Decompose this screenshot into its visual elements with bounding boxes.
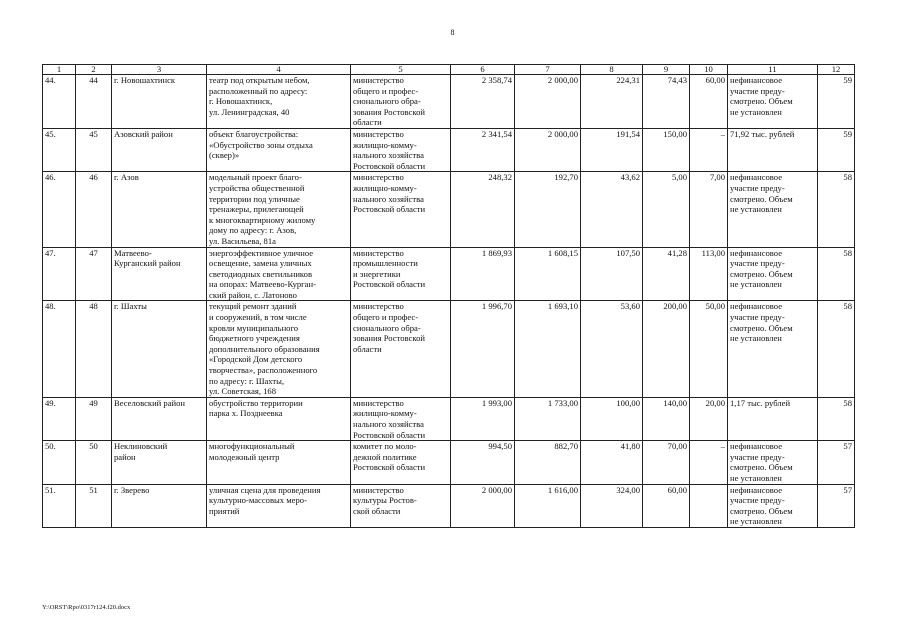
table-row (43, 75, 855, 129)
participation-note-cell: нефинансовое участие преду- смотрено. Объем не установлен (728, 484, 818, 527)
other-funds-cell: – (690, 128, 728, 171)
score-cell: 59 (818, 75, 855, 129)
total-amount-cell: 994,50 (451, 441, 515, 484)
other-funds-cell: 7,00 (690, 172, 728, 247)
other-funds-cell: – (690, 441, 728, 484)
local-budget-cell: 43,62 (581, 172, 643, 247)
other-funds-cell (690, 484, 728, 527)
table-row (43, 397, 855, 440)
object-description-cell: модельный проект благо- устройства общественной территории под уличные тренажеры, прилегающей к многоквартирному жилому дому по адресу: г. Азов, ул. Васильева, 81а (207, 172, 351, 247)
table-row (43, 128, 855, 171)
municipality-cell: Матвеево- Курганский район (112, 247, 207, 301)
responsible-agency-cell: министерство жилищно-комму- нального хозяйства Ростовской области (351, 172, 451, 247)
page-number: 8 (450, 28, 455, 37)
row-number-cell: 50. (43, 441, 76, 484)
responsible-agency-cell: министерство общего и профес- сионального обра- зования Ростовской области (351, 301, 451, 397)
total-amount-cell: 2 341,54 (451, 128, 515, 171)
object-description-cell: обустройство территории парка х. Позднеевка (207, 397, 351, 440)
object-description-cell: энергоэффективное уличное освещение, замена уличных светодиодных светильников на опорах: Матвеево-Курган- ский район, с. Латоново (207, 247, 351, 301)
column-header: 4 (207, 65, 351, 75)
other-funds-cell: 113,00 (690, 247, 728, 301)
column-header: 8 (581, 65, 643, 75)
responsible-agency-cell: министерство жилищно-комму- нального хозяйства Ростовской области (351, 397, 451, 440)
participation-note-cell: нефинансовое участие преду- смотрено. Объем не установлен (728, 247, 818, 301)
entry-number-cell: 51 (76, 484, 112, 527)
municipality-cell: Веселовский район (112, 397, 207, 440)
column-header: 5 (351, 65, 451, 75)
regional-budget-cell: 1 693,10 (515, 301, 581, 397)
participation-note-cell: нефинансовое участие преду- смотрено. Объем не установлен (728, 75, 818, 129)
row-number-cell: 48. (43, 301, 76, 397)
total-amount-cell: 1 869,93 (451, 247, 515, 301)
score-cell: 57 (818, 484, 855, 527)
total-amount-cell: 1 993,00 (451, 397, 515, 440)
municipality-cell: г. Зверево (112, 484, 207, 527)
table-row (43, 441, 855, 484)
responsible-agency-cell: комитет по моло- дежной политике Ростовской области (351, 441, 451, 484)
row-number-cell: 47. (43, 247, 76, 301)
regional-budget-cell: 1 616,00 (515, 484, 581, 527)
entry-number-cell: 47 (76, 247, 112, 301)
extra-budget-cell: 150,00 (643, 128, 690, 171)
regional-budget-cell: 1 608,15 (515, 247, 581, 301)
table-row (43, 301, 855, 397)
participation-note-cell: 71,92 тыс. рублей (728, 128, 818, 171)
participation-note-cell: 1,17 тыс. рублей (728, 397, 818, 440)
column-header: 3 (112, 65, 207, 75)
table-row (43, 247, 855, 301)
score-cell: 57 (818, 441, 855, 484)
municipality-cell: г. Новошахтинск (112, 75, 207, 129)
extra-budget-cell: 74,43 (643, 75, 690, 129)
total-amount-cell: 1 996,70 (451, 301, 515, 397)
municipality-cell: г. Азов (112, 172, 207, 247)
other-funds-cell: 20,00 (690, 397, 728, 440)
local-budget-cell: 191,54 (581, 128, 643, 171)
extra-budget-cell: 41,28 (643, 247, 690, 301)
column-header: 2 (76, 65, 112, 75)
total-amount-cell: 2 358,74 (451, 75, 515, 129)
regional-budget-cell: 1 733,00 (515, 397, 581, 440)
participation-note-cell: нефинансовое участие преду- смотрено. Объем не установлен (728, 441, 818, 484)
column-header: 11 (728, 65, 818, 75)
regional-budget-cell: 2 000,00 (515, 75, 581, 129)
regional-budget-cell: 882,70 (515, 441, 581, 484)
local-budget-cell: 100,00 (581, 397, 643, 440)
object-description-cell: текущий ремонт зданий и сооружений, в том числе кровли муниципального бюджетного учреждения дополнительного образования «Городской Дом детского творчества», расположенного по адресу: г. Шахты, ул. Советская, 168 (207, 301, 351, 397)
object-description-cell: театр под открытым небом, расположенный по адресу: г. Новошахтинск, ул. Ленинградская, 40 (207, 75, 351, 129)
score-cell: 58 (818, 172, 855, 247)
column-header: 7 (515, 65, 581, 75)
regional-budget-cell: 192,70 (515, 172, 581, 247)
municipality-cell: г. Шахты (112, 301, 207, 397)
column-header: 12 (818, 65, 855, 75)
local-budget-cell: 107,50 (581, 247, 643, 301)
entry-number-cell: 49 (76, 397, 112, 440)
entry-number-cell: 46 (76, 172, 112, 247)
score-cell: 58 (818, 247, 855, 301)
local-budget-cell: 53,60 (581, 301, 643, 397)
score-cell: 58 (818, 301, 855, 397)
column-number-row (43, 65, 855, 75)
score-cell: 58 (818, 397, 855, 440)
entry-number-cell: 45 (76, 128, 112, 171)
row-number-cell: 44. (43, 75, 76, 129)
table-row (43, 172, 855, 247)
local-budget-cell: 224,31 (581, 75, 643, 129)
other-funds-cell: 50,00 (690, 301, 728, 397)
row-number-cell: 46. (43, 172, 76, 247)
municipality-cell: Азовский район (112, 128, 207, 171)
responsible-agency-cell: министерство промышленности и энергетики Ростовской области (351, 247, 451, 301)
regional-budget-cell: 2 000,00 (515, 128, 581, 171)
column-header: 9 (643, 65, 690, 75)
entry-number-cell: 50 (76, 441, 112, 484)
total-amount-cell: 2 000,00 (451, 484, 515, 527)
responsible-agency-cell: министерство культуры Ростов- ской области (351, 484, 451, 527)
entry-number-cell: 44 (76, 75, 112, 129)
other-funds-cell: 60,00 (690, 75, 728, 129)
extra-budget-cell: 70,00 (643, 441, 690, 484)
entry-number-cell: 48 (76, 301, 112, 397)
column-header: 6 (451, 65, 515, 75)
column-header: 1 (43, 65, 76, 75)
file-path-footer: Y:\ORST\Rpo\0317r124.f20.docx (42, 604, 131, 611)
score-cell: 59 (818, 128, 855, 171)
participation-note-cell: нефинансовое участие преду- смотрено. Объем не установлен (728, 172, 818, 247)
responsible-agency-cell: министерство общего и профес- сионального обра- зования Ростовской области (351, 75, 451, 129)
extra-budget-cell: 60,00 (643, 484, 690, 527)
participation-note-cell: нефинансовое участие преду- смотрено. Объем не установлен (728, 301, 818, 397)
row-number-cell: 49. (43, 397, 76, 440)
total-amount-cell: 248,32 (451, 172, 515, 247)
local-budget-cell: 41,80 (581, 441, 643, 484)
table-body (43, 75, 855, 528)
object-description-cell: многофункциональный молодежный центр (207, 441, 351, 484)
extra-budget-cell: 140,00 (643, 397, 690, 440)
column-header: 10 (690, 65, 728, 75)
object-description-cell: объект благоустройства: «Обустройство зоны отдыха (сквер)» (207, 128, 351, 171)
row-number-cell: 45. (43, 128, 76, 171)
table-row (43, 484, 855, 527)
row-number-cell: 51. (43, 484, 76, 527)
extra-budget-cell: 200,00 (643, 301, 690, 397)
extra-budget-cell: 5,00 (643, 172, 690, 247)
projects-table (42, 64, 855, 528)
responsible-agency-cell: министерство жилищно-комму- нального хозяйства Ростовской области (351, 128, 451, 171)
local-budget-cell: 324,00 (581, 484, 643, 527)
object-description-cell: уличная сцена для проведения культурно-массовых меро- приятий (207, 484, 351, 527)
municipality-cell: Неклиновский район (112, 441, 207, 484)
